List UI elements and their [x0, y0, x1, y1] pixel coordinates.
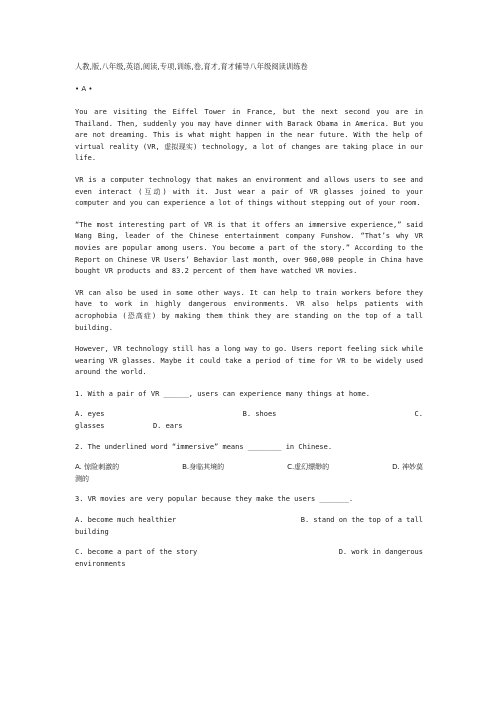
question-3-stem: 3. VR movies are very popular because they make the users _______.	[75, 495, 354, 504]
q2-option-d-cont: 测的	[75, 474, 89, 483]
q1-option-c-text: glasses	[75, 422, 105, 431]
q1-option-a: A. eyes	[75, 410, 105, 419]
question-1-stem: 1. With a pair of VR ______, users can experience many things at home.	[75, 389, 371, 398]
q3-option-b-cont: building	[75, 527, 109, 536]
q3-option-a: A. become much healthier	[75, 516, 177, 525]
q1-option-d: D. ears	[152, 422, 183, 431]
q2-option-a: A. 惊险刺激的	[75, 463, 120, 472]
question-2-stem: 2. The underlined word “immersive” means ________ in Chinese.	[75, 442, 333, 451]
section-label: • A •	[75, 85, 93, 93]
q3-option-c: C. become a part of the story	[75, 548, 198, 557]
q2-option-b: B.身临其境的	[182, 463, 225, 472]
paragraph-4: VR can also be used in some other ways. It can help to train workers before they have to work in highly dangerous environments. VR also helps patients with acrophobia (恐高症) by making them think they are standing on the top of a tall building.	[75, 288, 423, 332]
q1-option-b: B. shoes	[242, 410, 277, 419]
question-3-options	[75, 515, 423, 570]
question-2-options	[75, 462, 423, 485]
paragraph-5: However, VR technology still has a long way to go. Users report feeling sick while wearing VR glasses. Maybe it could take a period of time for VR to be widely used around the world.	[75, 345, 423, 377]
paragraph-2: VR is a computer technology that makes an environment and allows users to see and even interact (互动) with it. Just wear a pair of VR glasses joined to your computer and you can experience a lot of things without stepping out of your room.	[75, 175, 423, 208]
q2-option-c: C.虚幻缥缈的	[287, 463, 330, 472]
q2-option-d: D. 神妙莫	[392, 463, 423, 472]
q3-option-d: D. work in dangerous	[338, 548, 423, 557]
q3-option-b: B. stand on the top of a tall	[300, 516, 423, 525]
paragraph-3: “The most interesting part of VR is that it offers an immersive experience,” said Wang Bing, leader of the Chinese entertainment company Funshow. “That’s why VR movies are popular among users. You become a part of the story.” According to the Report on Chinese VR Users’ Behavior last month, over 960,000 people in China have bought VR products and 83.2 percent of them have watched VR movies.	[75, 220, 423, 276]
q1-option-c: C.	[414, 410, 423, 419]
question-1-options	[75, 409, 423, 432]
paragraph-1: You are visiting the Eiffel Tower in France, but the next second you are in Thailand. Then, suddenly you may have dinner with Barack Obama in America. But you are not dreaming. This is what might happen in the near future. With the help of virtual reality (VR, 虚拟现实) technology, a lot of changes are taking place in our life.	[75, 108, 423, 163]
q3-option-d-cont: environments	[75, 559, 126, 568]
document-title: 人教,版,八年级,英语,阅读,专项,训练,卷,育才,育才辅导八年级阅读训练卷	[75, 62, 308, 71]
document-page	[75, 62, 423, 579]
